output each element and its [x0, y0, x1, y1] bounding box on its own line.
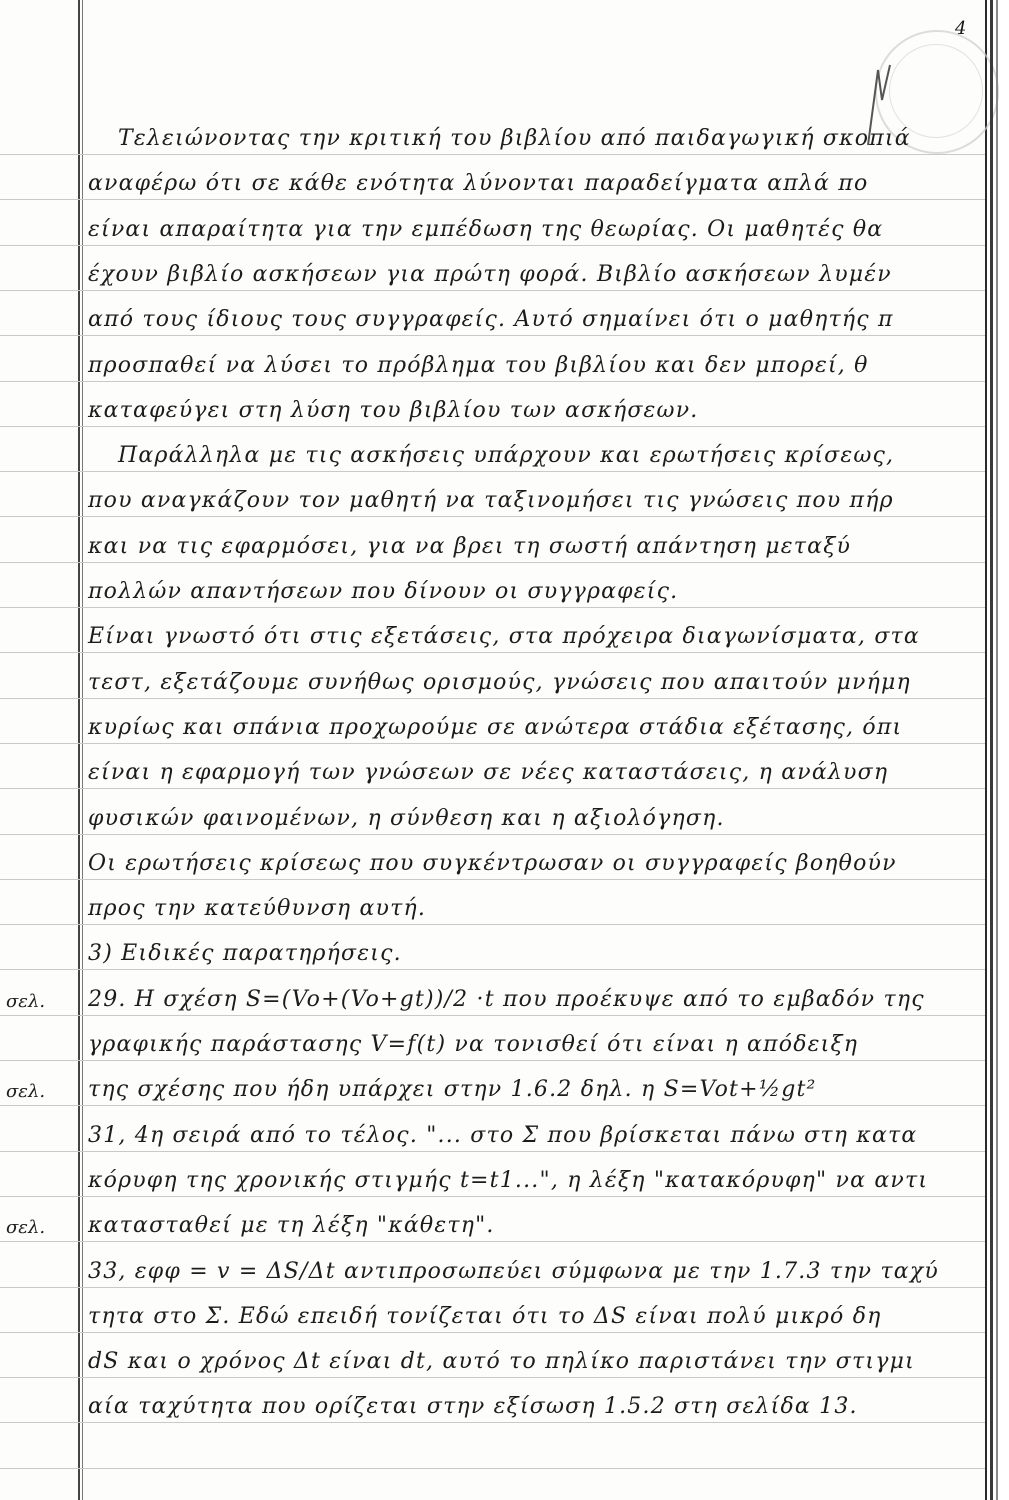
ruled-line	[0, 562, 985, 563]
margin-note: σελ.	[6, 991, 46, 1012]
ruled-line	[0, 1151, 985, 1152]
ruled-line	[0, 426, 985, 427]
text-line: αία ταχύτητα που ορίζεται στην εξίσωση 1.5.2 στη σελίδα 13.	[88, 1394, 858, 1419]
text-line: Οι ερωτήσεις κρίσεως που συγκέντρωσαν οι συγγραφείς βοηθούν	[88, 851, 897, 876]
text-line: που αναγκάζουν τον μαθητή να ταξινομήσει τις γνώσεις που πήρ	[88, 488, 894, 513]
text-line: 29. Η σχέση S=(Vo+(Vo+gt))/2 ·t που προέκυψε από το εμβαδόν της	[88, 987, 925, 1012]
ruled-line	[0, 1196, 985, 1197]
text-line: τεστ, εξετάζουμε συνήθως ορισμούς, γνώσεις που απαιτούν μνήμη	[88, 670, 911, 695]
text-line: Παράλληλα με τις ασκήσεις υπάρχουν και ερωτήσεις κρίσεως,	[118, 443, 895, 468]
text-line: από τους ίδιους τους συγγραφείς. Αυτό σημαίνει ότι ο μαθητής π	[88, 307, 894, 332]
text-line: και να τις εφαρμόσει, για να βρει τη σωστή απάντηση μεταξύ	[88, 534, 852, 559]
ruled-line	[0, 1015, 985, 1016]
ruled-line	[0, 245, 985, 246]
ruled-line	[0, 1332, 985, 1333]
text-line: 31, 4η σειρά από το τέλος. "... στο Σ που βρίσκεται πάνω στη κατα	[88, 1123, 918, 1148]
ruled-line	[0, 1060, 985, 1061]
ruled-line	[0, 607, 985, 608]
text-line: προς την κατεύθυνση αυτή.	[88, 896, 427, 921]
margin-note: σελ.	[6, 1217, 46, 1238]
ruled-line	[0, 1377, 985, 1378]
text-line: είναι η εφαρμογή των γνώσεων σε νέες καταστάσεις, η ανάλυση	[88, 760, 889, 785]
text-line: κυρίως και σπάνια προχωρούμε σε ανώτερα στάδια εξέτασης, όπι	[88, 715, 903, 740]
ruled-line	[0, 698, 985, 699]
text-line: κατασταθεί με τη λέξη "κάθετη".	[88, 1213, 495, 1238]
stamp-inner-ring	[889, 44, 983, 138]
ruled-line	[0, 1422, 985, 1423]
text-line: dS και ο χρόνος Δt είναι dt, αυτό το πηλίκο παριστάνει την στιγμι	[88, 1349, 915, 1374]
ruled-line	[0, 969, 985, 970]
ruled-line	[0, 381, 985, 382]
text-line: φυσικών φαινομένων, η σύνθεση και η αξιολόγηση.	[88, 806, 725, 831]
margin-rule-inner	[82, 0, 83, 1500]
text-line: είναι απαραίτητα για την εμπέδωση της θεωρίας. Οι μαθητές θα	[88, 217, 884, 242]
text-line: Είναι γνωστό ότι στις εξετάσεις, στα πρόχειρα διαγωνίσματα, στα	[88, 624, 920, 649]
ruled-line	[0, 834, 985, 835]
text-line: αναφέρω ότι σε κάθε ενότητα λύνονται παραδείγματα απλά πο	[88, 171, 869, 196]
ruled-line	[0, 924, 985, 925]
ruled-line	[0, 879, 985, 880]
text-line: 33, εφφ = v = ΔS/Δt αντιπροσωπεύει σύμφωνα με την 1.7.3 την ταχύ	[88, 1259, 939, 1284]
text-line: κόρυφη της χρονικής στιγμής t=t1...", η λέξη "κατακόρυφη" να αντι	[88, 1168, 929, 1193]
text-line: προσπαθεί να λύσει το πρόβλημα του βιβλίου και δεν μπορεί, θ	[88, 353, 869, 378]
ruled-line	[0, 788, 985, 789]
text-line: τητα στο Σ. Εδώ επειδή τονίζεται ότι το ΔS είναι πολύ μικρό δη	[88, 1304, 882, 1329]
text-line: της σχέσης που ήδη υπάρχει στην 1.6.2 δηλ. η S=Vot+½gt²	[88, 1077, 817, 1102]
text-line: γραφικής παράστασης V=f(t) να τονισθεί ότι είναι η απόδειξη	[88, 1032, 859, 1057]
ruled-line	[0, 154, 985, 155]
text-line: 3) Ειδικές παρατηρήσεις.	[88, 941, 402, 966]
ruled-line	[0, 1287, 985, 1288]
page-edge-inner	[996, 0, 998, 1500]
page-number: 4	[955, 18, 967, 39]
ruled-line	[0, 335, 985, 336]
text-line: καταφεύγει στη λύση του βιβλίου των ασκήσεων.	[88, 398, 699, 423]
ruled-line	[0, 290, 985, 291]
ruled-line	[0, 471, 985, 472]
page-edge	[990, 0, 993, 1500]
ruled-line	[0, 199, 985, 200]
margin-rule	[78, 0, 80, 1500]
text-line: έχουν βιβλίο ασκήσεων για πρώτη φορά. Βιβλίο ασκήσεων λυμέν	[88, 262, 892, 287]
ruled-line	[0, 1468, 985, 1469]
text-line: πολλών απαντήσεων που δίνουν οι συγγραφείς.	[88, 579, 679, 604]
ruled-line	[0, 652, 985, 653]
ruled-line	[0, 743, 985, 744]
ruled-line	[0, 1241, 985, 1242]
margin-note: σελ.	[6, 1081, 46, 1102]
text-line: Τελειώνοντας την κριτική του βιβλίου από παιδαγωγική σκοπιά	[118, 126, 911, 151]
ruled-line	[0, 516, 985, 517]
ruled-line	[0, 1105, 985, 1106]
